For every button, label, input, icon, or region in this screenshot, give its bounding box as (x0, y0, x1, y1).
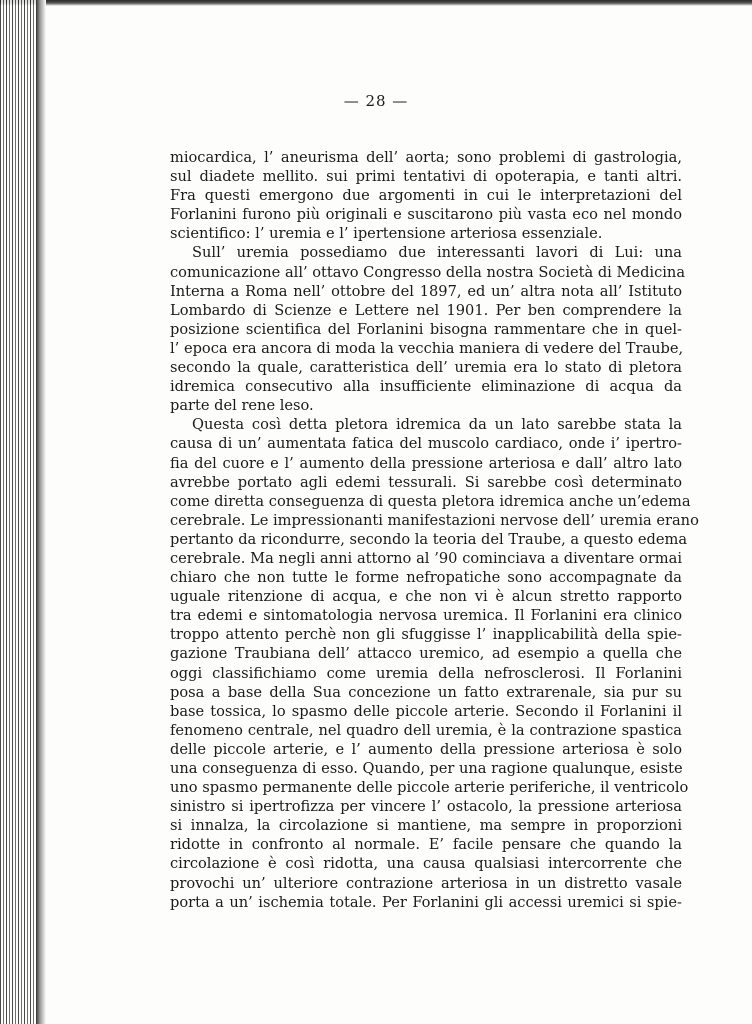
text-line: provochi un’ ulteriore contrazione arteriosa in un distretto vasale (170, 874, 682, 892)
text-line: scientifico: l’ uremia e l’ ipertensione arteriosa essenziale. (170, 225, 603, 243)
text-line: avrebbe portato agli edemi tessurali. Si sarebbe così determinato (170, 473, 682, 491)
text-line: pertanto da ricondurre, secondo la teoria del Traube, a questo edema (170, 530, 688, 548)
text-line: posizione scientifica del Forlanini bisogna rammentare che in quel- (170, 320, 682, 338)
text-line: cerebrale. Ma negli anni attorno al ’90 cominciava a diventare ormai (170, 549, 682, 567)
text-line: ridotte in confronto al normale. E’ facile pensare che quando la (170, 836, 682, 854)
text-line: idremica consecutivo alla insufficiente eliminazione di acqua da (170, 378, 682, 396)
text-line: cerebrale. Le impressionanti manifestazioni nervose dell’ uremia erano (170, 511, 699, 529)
text-line: miocardica, l’ aneurisma dell’ aorta; sono problemi di gastrologia, (170, 149, 682, 166)
text-line: fenomeno centrale, nel quadro dell uremia, è la contrazione spastica (170, 721, 682, 739)
scan-top-border (0, 0, 752, 6)
page-number: — 28 — (343, 92, 409, 110)
text-line: Interna a Roma nell’ ottobre del 1897, ed un’ altra nota all’ Istituto (170, 282, 682, 300)
text-line: si innalza, la circolazione si mantiene, ma sempre in proporzioni (170, 817, 682, 835)
binding-shadow (36, 0, 46, 1024)
text-line: come diretta conseguenza di questa pletora idremica anche un’edema (170, 492, 691, 510)
text-line: tra edemi e sintomatologia nervosa uremica. Il Forlanini era clinico (170, 607, 682, 625)
text-line: secondo la quale, caratteristica dell’ uremia era lo stato di pletora (170, 359, 682, 377)
text-line: troppo attento perchè non gli sfuggisse l’ inapplicabilità della spie- (170, 626, 682, 644)
text-line: sinistro si ipertrofizza per vincere l’ ostacolo, la pressione arteriosa (170, 798, 682, 816)
paragraph-1 (170, 148, 682, 243)
text-line: chiaro che non tutte le forme nefropatiche sono accompagnate da (170, 569, 682, 587)
text-line: parte del rene leso. (170, 397, 314, 415)
text-line: delle piccole arterie, e l’ aumento della pressione arteriosa è solo (170, 740, 682, 758)
text-line: sul diadete mellito. sui primi tentativi di opoterapia, e tanti altri. (170, 168, 682, 186)
text-line: circolazione è così ridotta, una causa qualsiasi intercorrente che (170, 855, 682, 873)
text-line: posa a base della Sua concezione un fatto extrarenale, sia pur su (170, 683, 682, 701)
text-line: gazione Traubiana dell’ attacco uremico, ad esempio a quella che (170, 645, 682, 663)
paragraph-3 (170, 415, 699, 911)
text-line: oggi classifichiamo come uremia della nefrosclerosi. Il Forlanini (170, 664, 682, 682)
text-line: comunicazione all’ ottavo Congresso della nostra Società di Medicina (170, 263, 686, 281)
body-text (170, 148, 699, 912)
text-line: uguale ritenzione di acqua, e che non vi è alcun stretto rapporto (170, 588, 682, 606)
text-line: fia del cuore e l’ aumento della pressione arteriosa e dall’ altro lato (170, 454, 682, 472)
text-line: uno spasmo permanente delle piccole arterie periferiche, il ventricolo (170, 779, 689, 797)
text-line: Fra questi emergono due argomenti in cui le interpretazioni del (170, 187, 682, 205)
text-line: base tossica, lo spasmo delle piccole arterie. Secondo il Forlanini il (170, 702, 682, 720)
text-line: Forlanini furono più originali e suscitarono più vasta eco nel mondo (170, 206, 682, 224)
text-line: Questa così detta pletora idremica da un lato sarebbe stata la (192, 416, 682, 434)
text-line: una conseguenza di esso. Quando, per una ragione qualunque, esiste (170, 760, 683, 777)
paragraph-2 (170, 243, 686, 415)
text-line: porta a un’ ischemia totale. Per Forlanini gli accessi uremici si spie- (170, 893, 682, 911)
text-line: Sull’ uremia possediamo due interessanti lavori di Lui: una (192, 244, 682, 262)
text-line: l’ epoca era ancora di moda la vecchia maniera di vedere del Traube, (170, 339, 684, 357)
text-line: Lombardo di Scienze e Lettere nel 1901. Per ben comprendere la (170, 301, 682, 319)
text-line: causa di un’ aumentata fatica del muscolo cardiaco, onde i’ ipertro- (170, 435, 682, 453)
